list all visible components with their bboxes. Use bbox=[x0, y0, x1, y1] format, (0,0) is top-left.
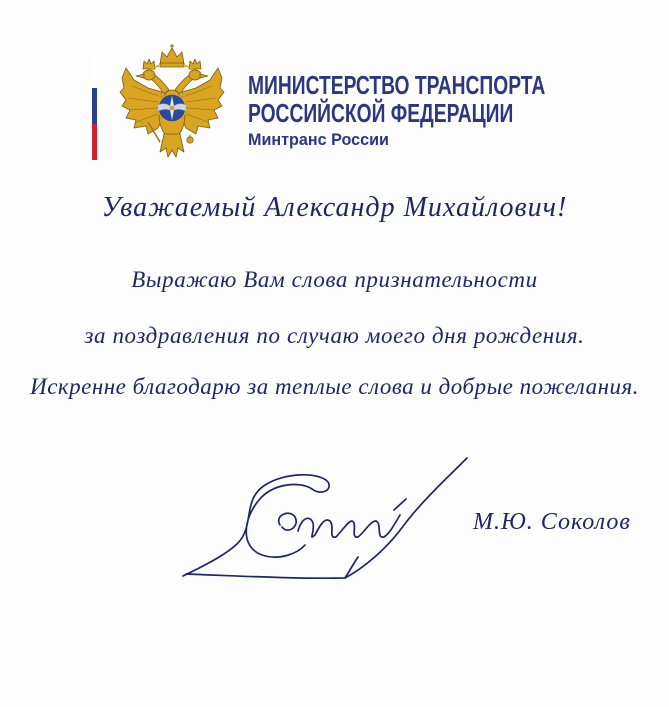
emblem-left-head bbox=[143, 70, 155, 80]
handwritten-signature-icon bbox=[180, 455, 472, 585]
emblem-orb bbox=[187, 137, 193, 143]
salutation: Уважаемый Александр Михайлович! bbox=[101, 192, 568, 223]
emblem-right-head bbox=[189, 70, 201, 80]
emblem-shield bbox=[158, 94, 186, 122]
emblem-tail bbox=[160, 134, 184, 157]
body-line-1: Выражаю Вам слова признательности bbox=[131, 267, 538, 292]
body-line-2: за поздравления по случаю моего дня рождения. bbox=[84, 323, 585, 348]
ministry-name-line-1: МИНИСТЕРСТВО ТРАНСПОРТА bbox=[248, 70, 546, 100]
signer-name: М.Ю. Соколов bbox=[473, 509, 631, 535]
flag-stripe-blue bbox=[92, 88, 97, 124]
ministry-short-name: Минтранс России bbox=[248, 130, 389, 149]
flag-stripe-red bbox=[92, 124, 97, 160]
emblem-main-crown bbox=[160, 48, 184, 64]
flag-stripe-white bbox=[92, 52, 97, 88]
double-headed-eagle-emblem-icon bbox=[118, 44, 226, 162]
ministry-name-line-2: РОССИЙСКОЙ ФЕДЕРАЦИИ bbox=[248, 98, 514, 128]
body-line-3: Искренне благодарю за теплые слова и добрые пожелания. bbox=[30, 374, 639, 399]
russian-flag-stripe bbox=[92, 52, 97, 160]
